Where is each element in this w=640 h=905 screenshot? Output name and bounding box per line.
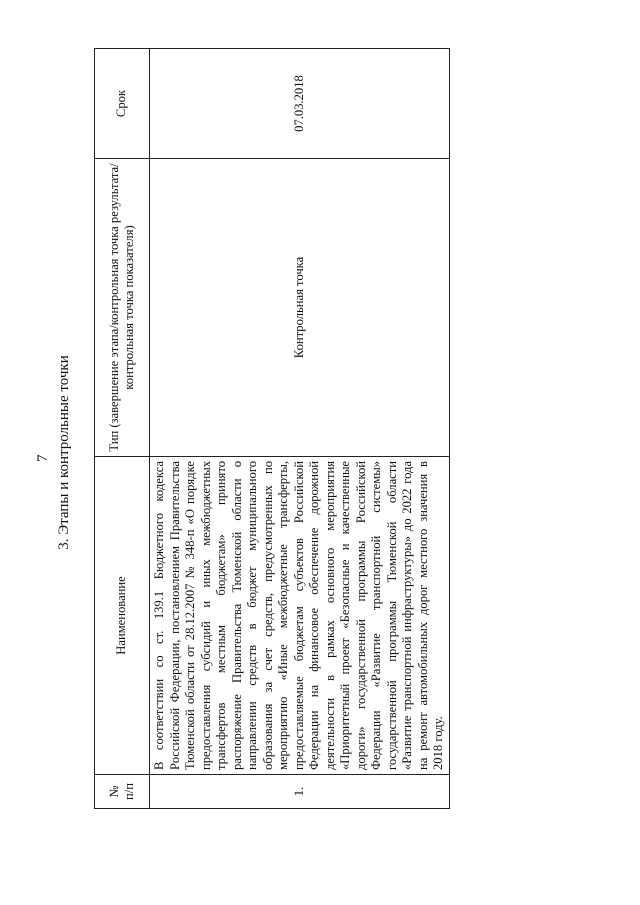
stages-table [94, 48, 450, 809]
header-name: Наименование [95, 457, 150, 775]
cell-num: 1. [150, 775, 450, 809]
header-date: Срок [95, 49, 150, 159]
header-num: № п/п [95, 775, 150, 809]
page-number: 7 [35, 454, 51, 462]
table-row [150, 49, 450, 809]
cell-name: В соответствии со ст. 139.1 Бюджетного кодекса Российской Федерации, постановлением Правительства Тюменской области от 28.12.2007 № 348-п «О порядке предоставления субсидий и иных межбюджетных трансфертов местным бюджетам» принято распоряжение Правительства Тюменской области о направлении средств в бюджет муниципального образования за счет средств, предусмотренных по мероприятию «Иные межбюджетные трансферты, предоставляемые бюджетам субъектов Российской Федерации на финансовое обеспечение дорожной деятельности в рамках основного мероприятия «Приоритетный проект «Безопасные и качественные дороги» государственной программы Российской Федерации «Развитие транспортной системы» государственной программы Тюменской области «Развитие транспортной инфраструктуры» до 2022 года на ремонт автомобильных дорог местного значения в 2018 году. [150, 457, 450, 775]
cell-type: Контрольная точка [150, 159, 450, 457]
cell-date: 07.03.2018 [150, 49, 450, 159]
table-header-row [95, 49, 150, 809]
header-type: Тип (завершение этапа/контрольная точка результата/контрольная точка показателя) [95, 159, 150, 457]
section-title: 3. Этапы и контрольные точки [56, 355, 72, 550]
